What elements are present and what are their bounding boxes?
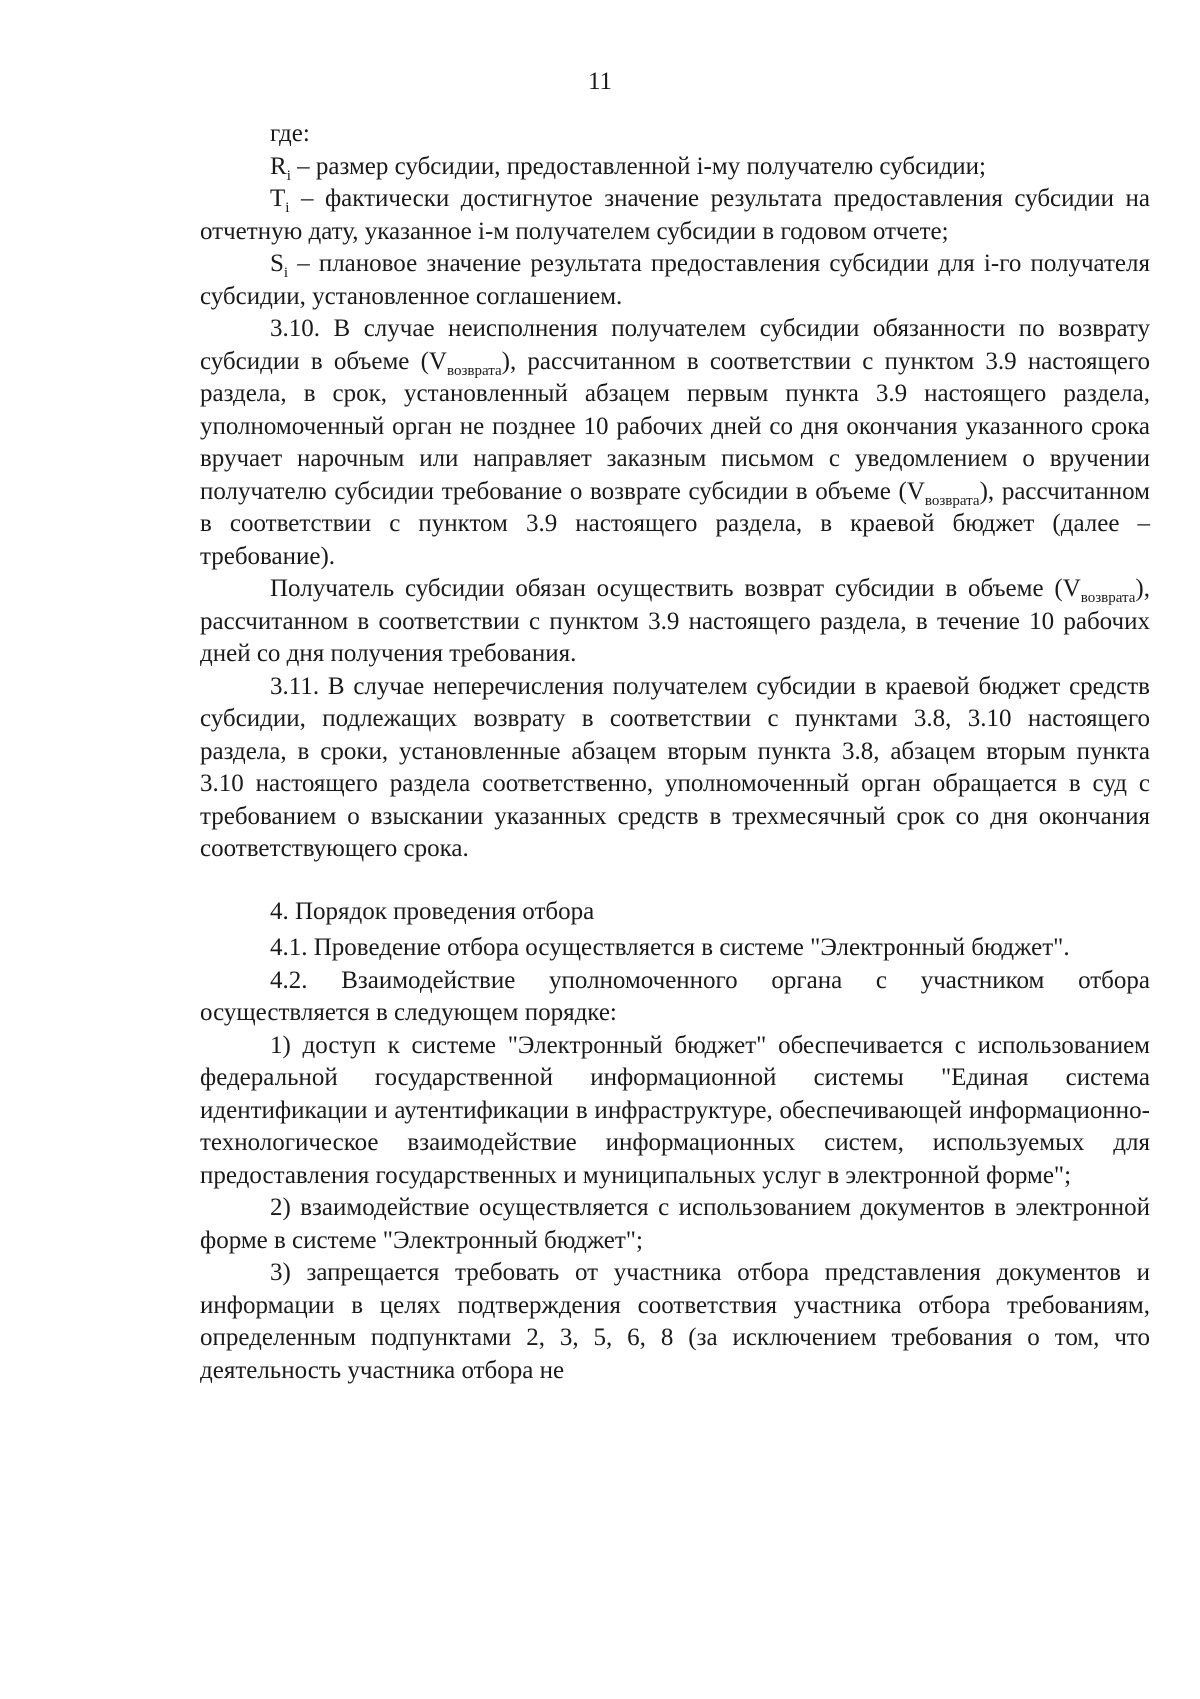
document-body <box>200 118 1150 1387</box>
where-label: где: <box>270 120 310 147</box>
subscript-vozvrata: возврата <box>1080 590 1136 606</box>
definition-r-text: – размер субсидии, предоставленной i-му получателю субсидии; <box>290 152 986 180</box>
subscript-i: i <box>286 167 291 184</box>
clause-3-10-part-b: ), рассчитанном в соответствии с пунктом 3.9 настоящего раздела, в срок, установленный абзацем первым пункта 3.9 настоящего раздела, уполномоченный орган не позднее 10 рабочих дней со дня окончания указанного срока вручает нарочным или направляет заказным письмом с уведомлением о вручении получателю субсидии требование о возврате субсидии в объеме (V <box>200 347 1150 505</box>
subscript-vozvrata: возврата <box>924 492 980 509</box>
clause-3-10-part-a: 3.10. В случае неисполнения получателем субсидии обязанности по возврату субсидии в объеме (V <box>200 315 1150 375</box>
clause-3-11: 3.11. В случае неперечисления получателем субсидии в краевой бюджет средств субсидии, подлежащих возврату в соответствии с пунктами 3.8, 3.10 настоящего раздела, в сроки, установленные абзацем вторым пункта 3.8, абзацем вторым пункта 3.10 настоящего раздела соответственно, уполномоченный орган обращается в суд с требованием о взыскании указанных средств в трехмесячный срок со дня окончания соответствующего срока. <box>200 672 1150 862</box>
item-1: 1) доступ к системе "Электронный бюджет" обеспечивается с использованием федеральной государственной информационной системы "Единая система идентификации и аутентификации в инфраструктуре, обеспечивающей информационно-технологическое взаимодействие информационных систем, используемых для предоставления государственных и муниципальных услуг в электронной форме"; <box>200 1031 1150 1189</box>
item-2: 2) взаимодействие осуществляется с использованием документов в электронной форме в системе "Электронный бюджет"; <box>200 1194 1150 1254</box>
definition-t-text: – фактически достигнутое значение результата предоставления субсидии на отчетную дату, указанное i-м получателем субсидии в годовом отчете; <box>200 185 1150 245</box>
definition-s <box>200 248 1150 313</box>
definition-r <box>200 151 1150 184</box>
subscript-i: i <box>283 265 289 281</box>
subscript-vozvrata: возврата <box>446 362 502 379</box>
clause-4-1: 4.1. Проведение отбора осуществляется в системе "Электронный бюджет". <box>270 934 1070 961</box>
definition-t <box>200 183 1150 248</box>
clause-3-10-obligation <box>200 573 1150 671</box>
obligation-part-b: ), рассчитанном в соответствии с пунктом 3.9 настоящего раздела, в течение 10 рабочих дней со дня получения требования. <box>200 575 1150 667</box>
subscript-i: i <box>285 200 290 216</box>
clause-4-2: 4.2. Взаимодействие уполномоченного органа с участником отбора осуществляется в следующем порядке: <box>200 966 1150 1026</box>
clause-3-10 <box>200 313 1150 573</box>
definition-s-text: – плановое значение результата предоставления субсидии для i-го получателя субсидии, установленное соглашением. <box>200 250 1150 310</box>
clause-3-10-part-c: ), рассчитанном в соответствии с пунктом 3.9 настоящего раздела, в краевой бюджет (далее – требование). <box>200 477 1150 570</box>
page-number: 11 <box>587 68 613 95</box>
section-4-heading: 4. Порядок проведения отбора <box>270 897 595 925</box>
symbol-r: R <box>270 152 287 180</box>
symbol-s: S <box>270 250 284 277</box>
obligation-part-a: Получатель субсидии обязан осуществить возврат субсидии в объеме (V <box>270 575 1081 602</box>
symbol-t: T <box>270 185 286 212</box>
item-3: 3) запрещается требовать от участника отбора представления документов и информации в целях подтверждения соответствия участника отбора требованиям, определенным подпунктами 2, 3, 5, 6, 8 (за исключением требования о том, что деятельность участника отбора не <box>200 1259 1150 1384</box>
